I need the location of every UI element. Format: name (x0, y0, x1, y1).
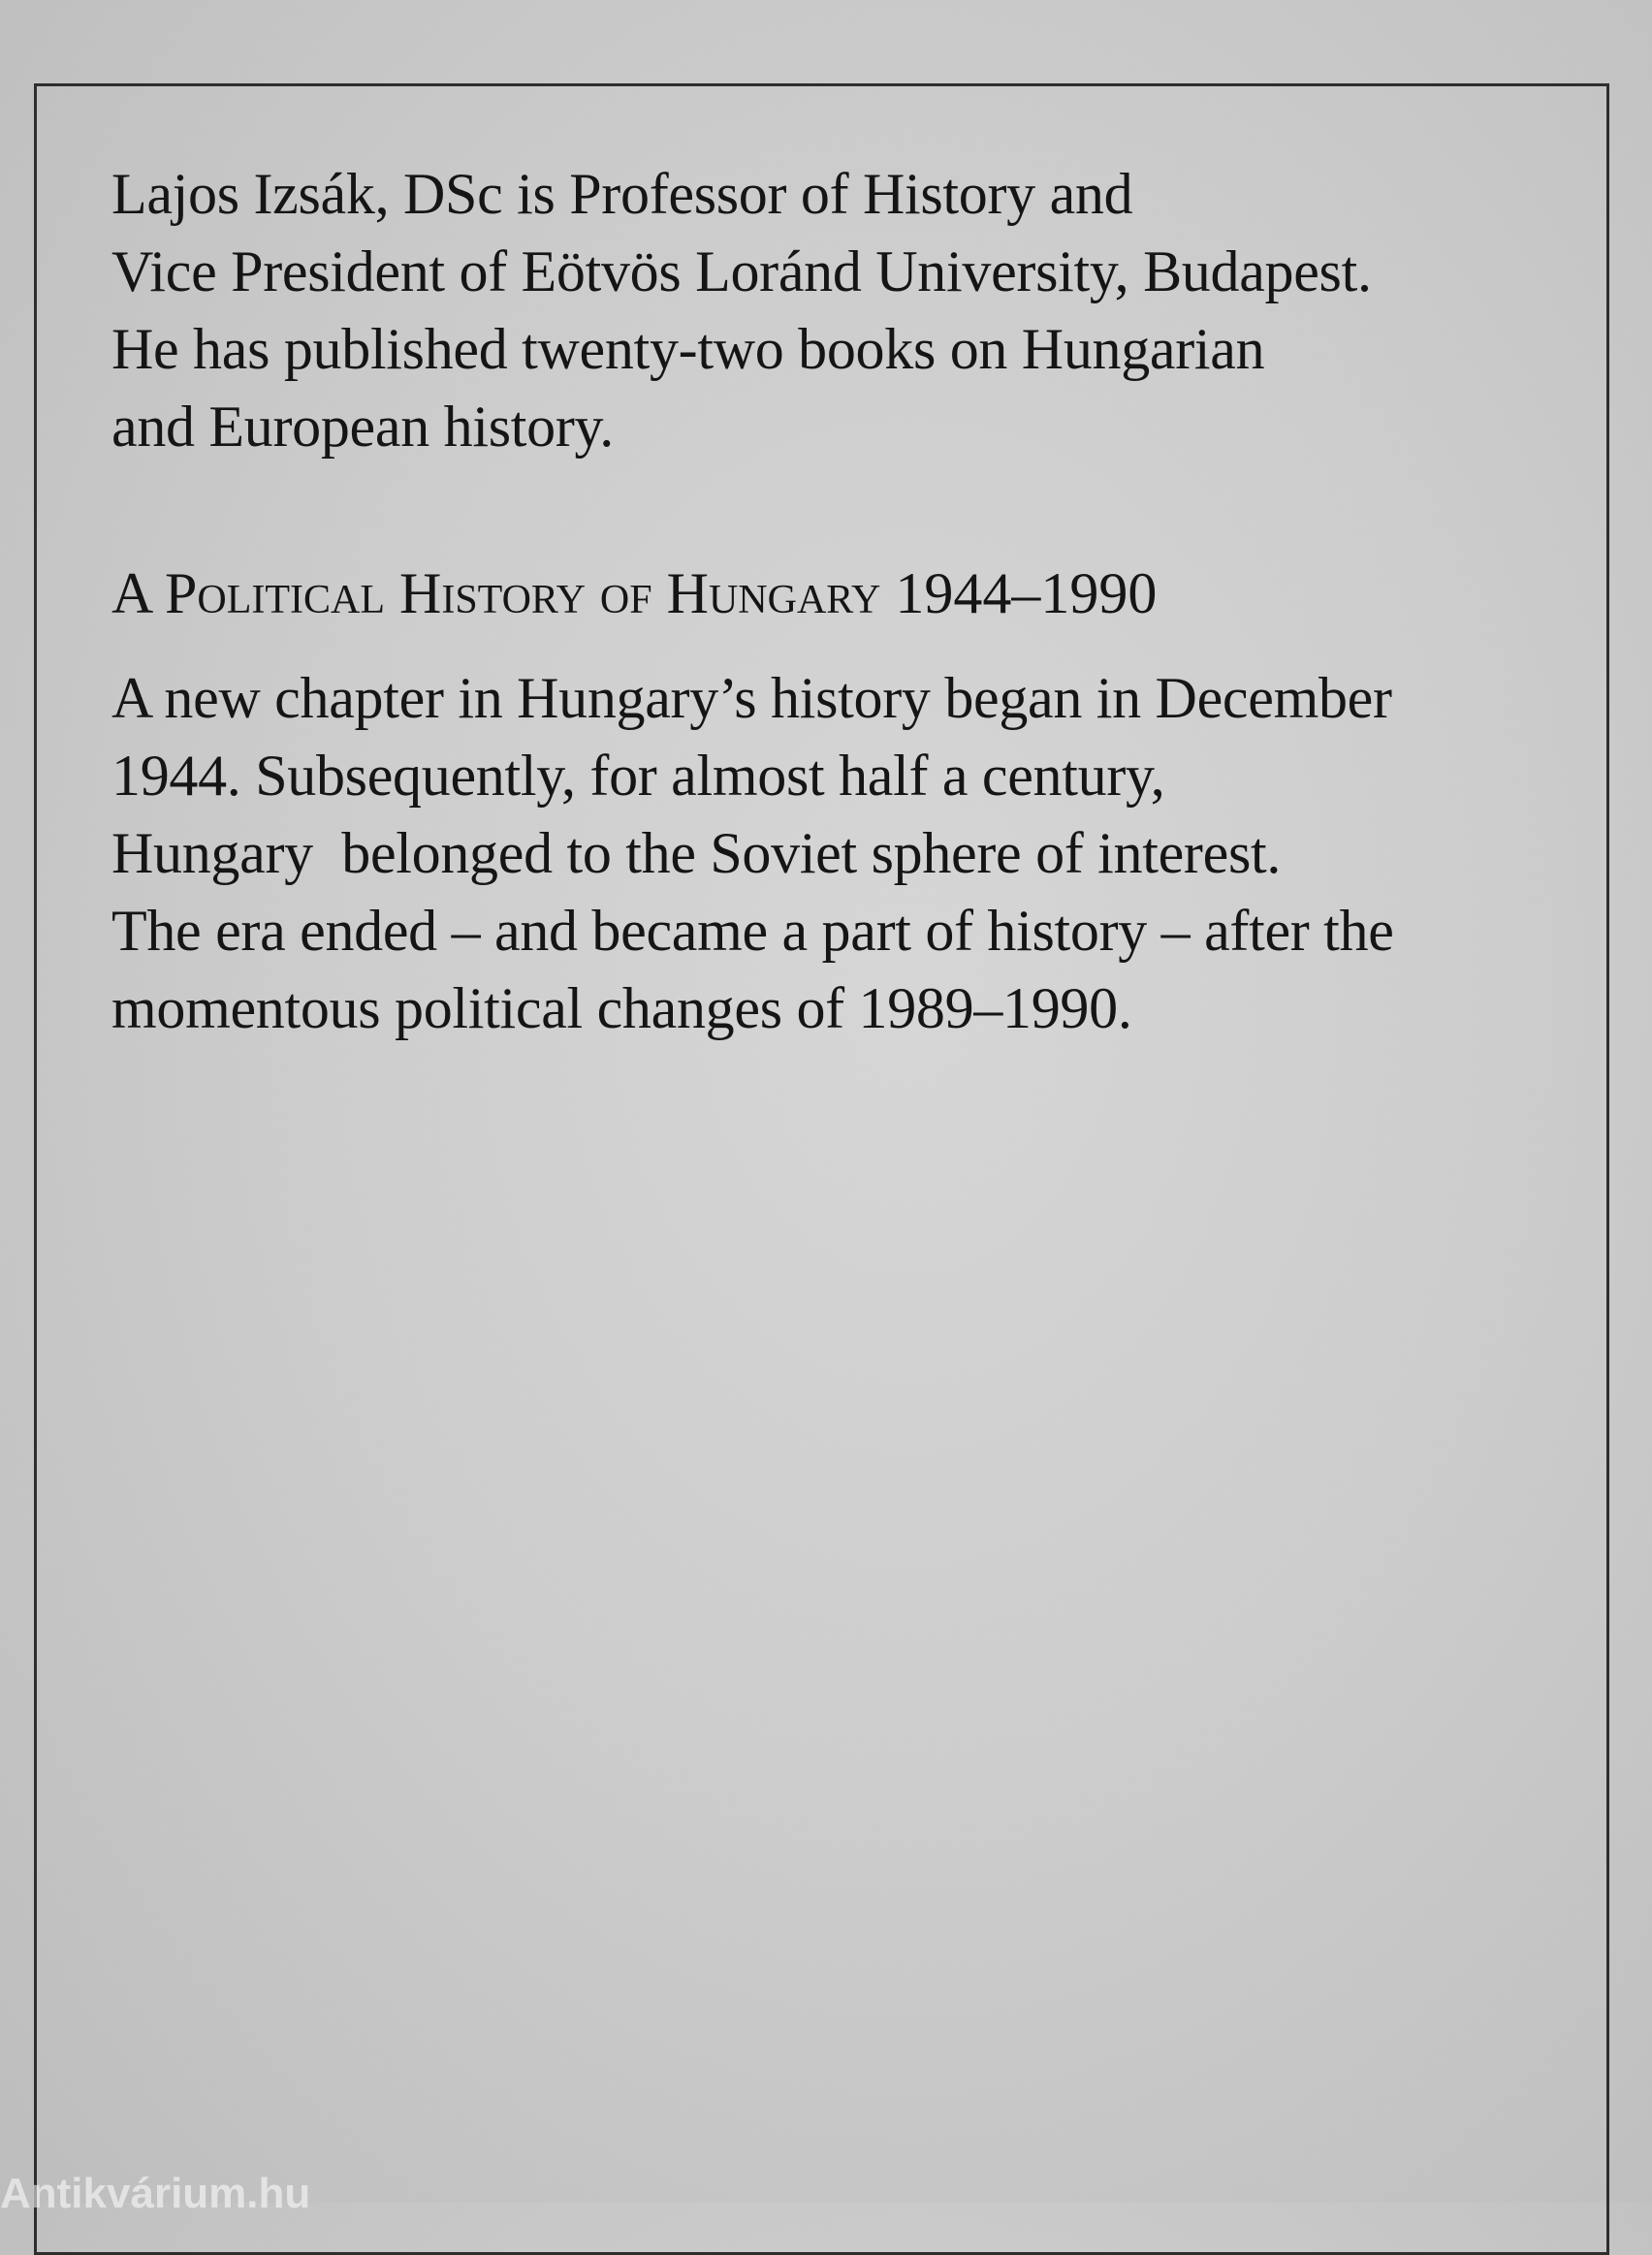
book-description-line: momentous political changes of 1989–1990. (111, 976, 1132, 1040)
author-bio-line: He has published twenty-two books on Hungarian (111, 317, 1265, 381)
author-bio-line: and European history. (111, 395, 614, 459)
book-description-line: 1944. Subsequently, for almost half a century, (111, 744, 1165, 808)
book-title (111, 555, 1157, 632)
author-bio (111, 155, 1585, 465)
author-bio-line: Vice President of Eötvös Loránd University, Budapest. (111, 239, 1372, 303)
book-title-text: A Political History of Hungary (111, 561, 881, 625)
book-description-line: Hungary belonged to the Soviet sphere of interest. (111, 821, 1282, 885)
book-title-years: 1944–1990 (895, 561, 1158, 625)
book-description-line: A new chapter in Hungary’s history began in December (111, 666, 1392, 730)
book-description (111, 659, 1604, 1047)
book-description-line: The era ended – and became a part of history – after the (111, 899, 1394, 963)
author-bio-line: Lajos Izsák, DSc is Professor of History and (111, 162, 1133, 226)
watermark: Antikvárium.hu (0, 2170, 311, 2217)
